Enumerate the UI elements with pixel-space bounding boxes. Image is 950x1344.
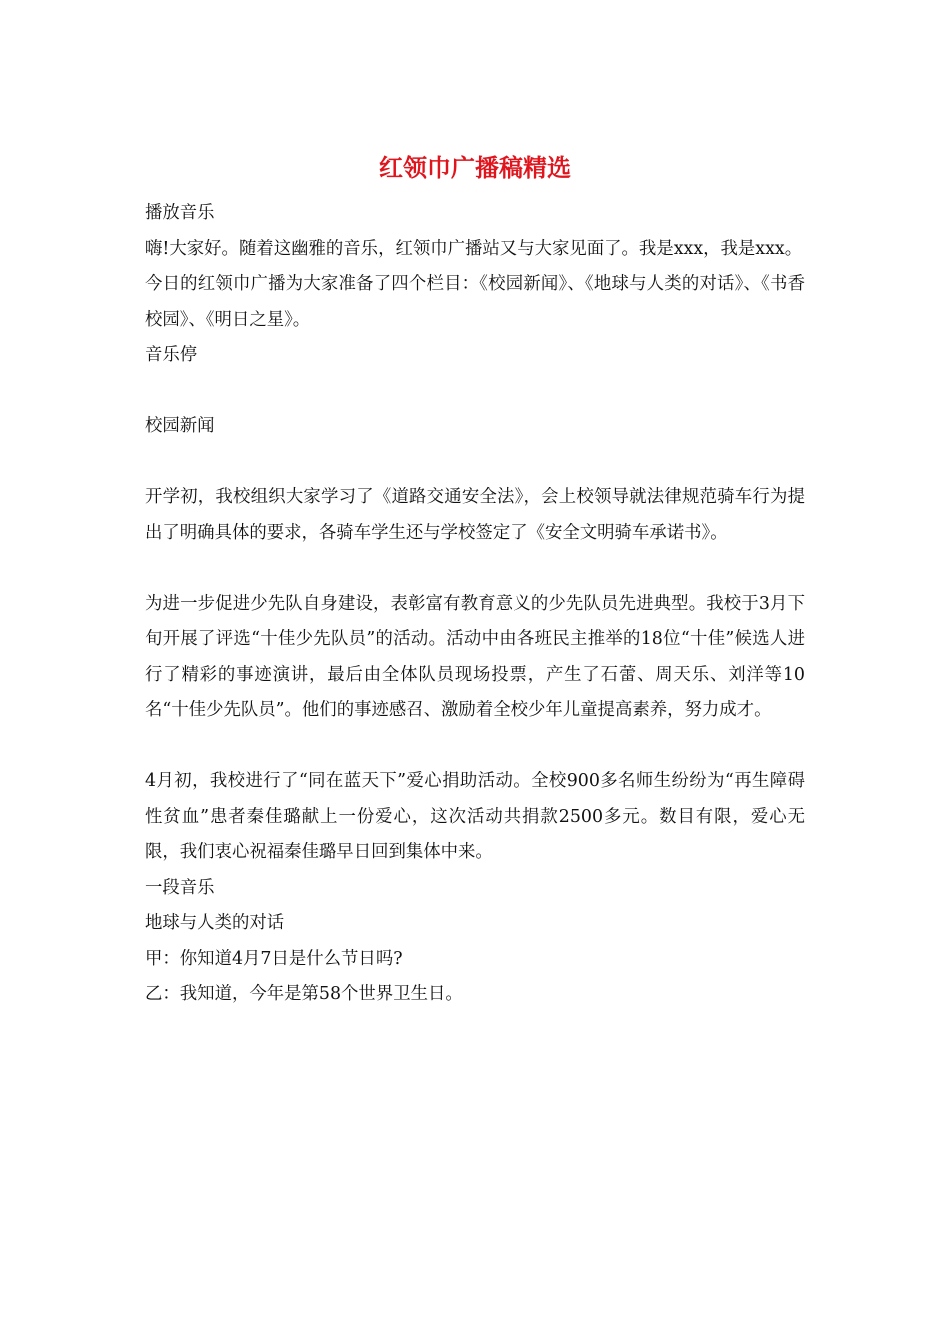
spacer — [145, 445, 805, 481]
paragraph-interlude-music: 一段音乐 — [145, 877, 215, 898]
dialogue-line-b: 乙：我知道，今年是第58个世界卫生日。 — [145, 984, 463, 1004]
spacer — [145, 551, 805, 587]
paragraph-traffic-safety: 开学初，我校组织大家学习了《道路交通安全法》，会上校领导就法律规范骑车行为提出了明确具体的要求，各骑车学生还与学校签定了《安全文明骑车承诺书》。 — [145, 487, 805, 543]
spacer — [145, 729, 805, 765]
paragraph-music-stop: 音乐停 — [145, 345, 198, 365]
paragraph-greeting: 嗨!大家好。随着这幽雅的音乐，红领巾广播站又与大家见面了。我是xxx，我是xxx。 — [145, 238, 803, 259]
paragraph-play-music: 播放音乐 — [145, 203, 215, 223]
dialogue-line-a: 甲：你知道4月7日是什么节日吗? — [145, 948, 403, 969]
document-body — [145, 196, 805, 1013]
document-title: 红领巾广播稿精选 — [379, 153, 571, 182]
section-heading-earth-dialogue: 地球与人类的对话 — [145, 913, 285, 933]
paragraph-top-ten-pioneers: 为进一步促进少先队自身建设，表彰富有教育意义的少先队员先进典型。我校于3月下旬开展了评选“十佳少先队员”的活动。活动中由各班民主推举的18位“十佳”候选人进行了精彩的事迹演讲，最后由全体队员现场投票，产生了石蕾、周天乐、刘洋等10名“十佳少先队员”。他们的事迹感召、激励着全校少年儿童提高素养，努力成才。 — [145, 593, 805, 720]
paragraph-program-intro: 今日的红领巾广播为大家准备了四个栏目：《校园新闻》、《地球与人类的对话》、《书香校园》、《明日之星》。 — [145, 274, 805, 330]
paragraph-charity-donation: 4月初，我校进行了“同在蓝天下”爱心捐助活动。全校900多名师生纷纷为“再生障碍性贫血”患者秦佳璐献上一份爱心，这次活动共捐款2500多元。数目有限，爱心无限，我们衷心祝福秦佳璐早日回到集体中来。 — [145, 771, 805, 862]
section-heading-campus-news: 校园新闻 — [145, 416, 215, 436]
spacer — [145, 374, 805, 410]
